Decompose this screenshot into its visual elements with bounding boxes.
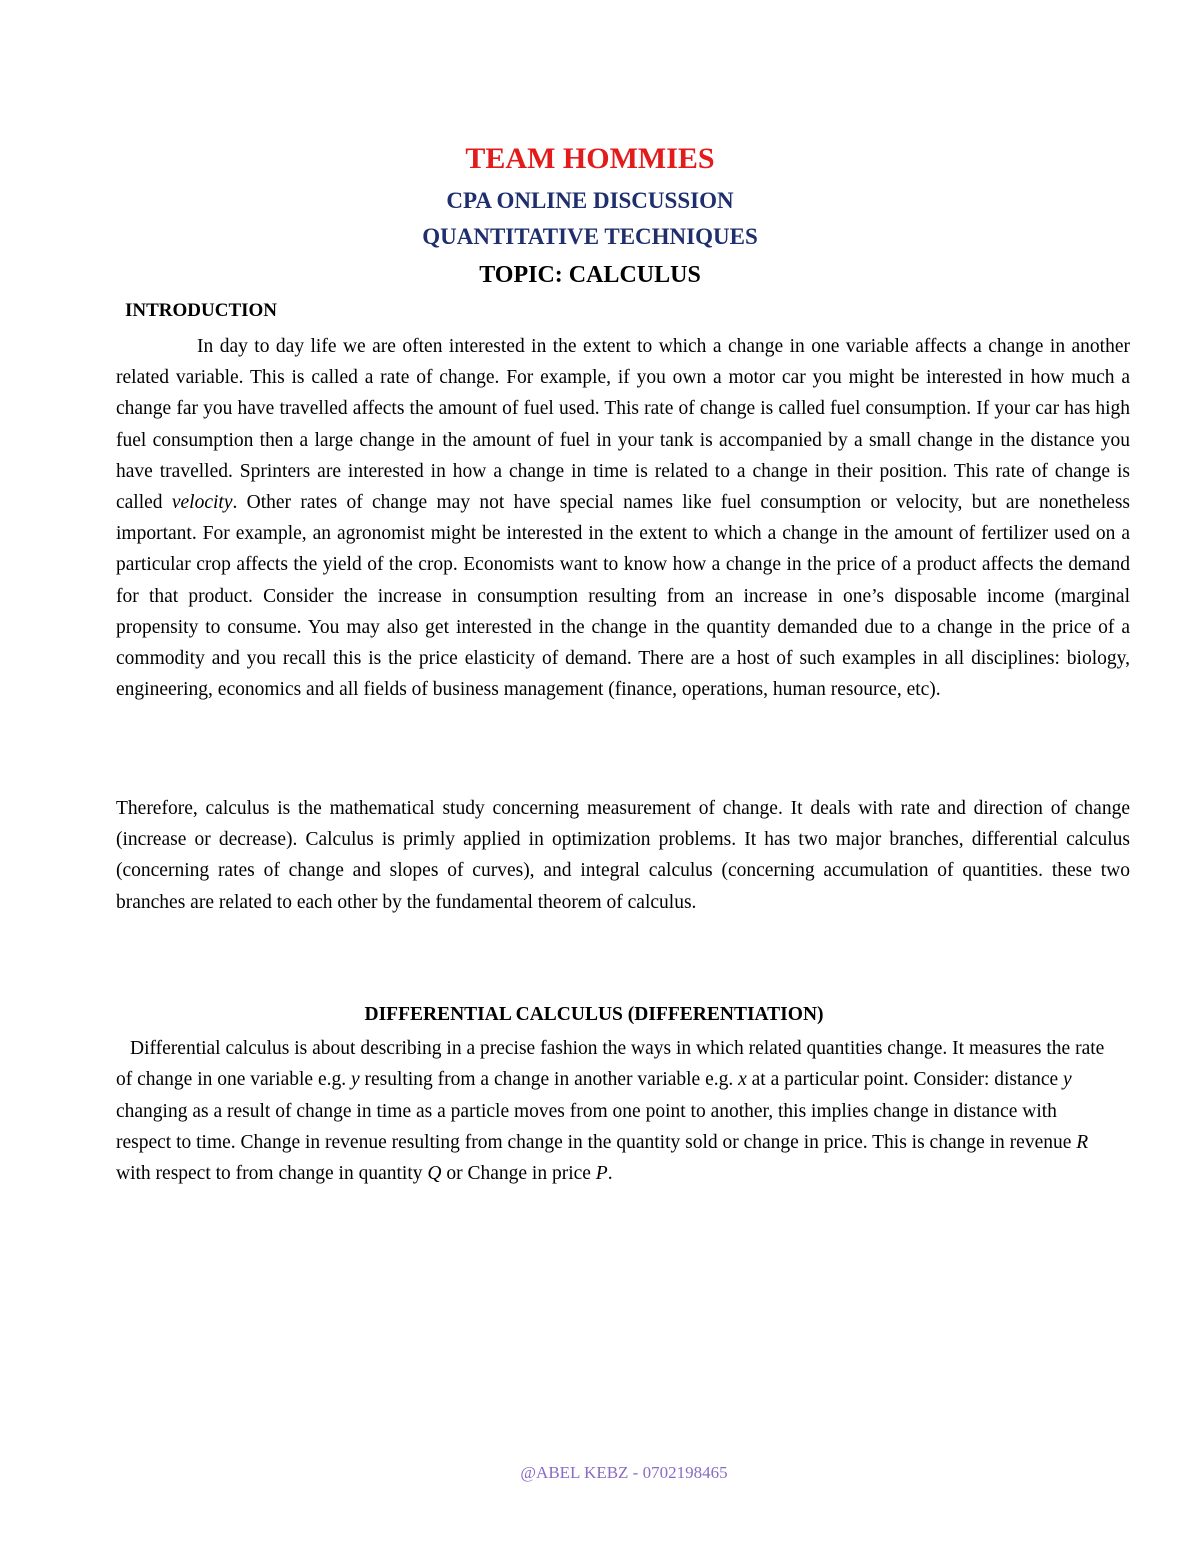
calculus-definition-paragraph: Therefore, calculus is the mathematical study concerning measurement of change. It deals with rate and direction of change (increase or decrease). Calculus is primly applied in optimization problems. It has two major branches, differential calculus (concerning rates of change and slopes of curves), and integral calculus (concerning accumulation of quantities. these two branches are related to each other by the fundamental theorem of calculus. <box>116 798 1130 913</box>
diff-text-6: or Change in price <box>446 1163 591 1185</box>
var-y-distance: y <box>1063 1069 1072 1091</box>
intro-text-part2: . Other rates of change may not have special names like fuel consumption or velocity, but are nonetheless important. For example, an agronomist might be interested in the extent to which a change in the amount of fertilizer used on a particular crop affects the yield of the crop. Economists want to know how a change in the price of a product affects the demand for that product. Consider the increase in consumption resulting from an increase in one’s disposable income (marginal propensity to consume. You may also get interested in the change in the quantity demanded due to a change in the price of a commodity and you recall this is the price elasticity of demand. There are a host of such examples in all disciplines: biology, engineering, economics and all fields of business management (finance, operations, human resource, etc). <box>116 492 1130 701</box>
var-y: y <box>350 1069 360 1091</box>
var-x: x <box>738 1069 747 1091</box>
diff-text-4: changing as a result of change in time as a particle moves from one point to another, this implies change in distance with respect to time. Change in revenue resulting from change in the quantity sold or change in price. This is change in revenue <box>116 1100 1072 1153</box>
velocity-term: velocity <box>171 492 233 514</box>
team-title: TEAM HOMMIES <box>465 142 715 175</box>
intro-text-part1: In day to day life we are often interested in the extent to which a change in one variable affects a change in another related variable. This is called a rate of change. For example, if you own a motor car you might be interested in how much a change far you have travelled affects the amount of fuel used. This rate of change is called fuel consumption. If your car has high fuel consumption then a large change in the amount of fuel in your tank is accompanied by a small change in the distance you have travelled. Sprinters are interested in how a change in time is related to a change in their position. This rate of change is called <box>116 336 1130 514</box>
var-q: Q <box>427 1163 442 1185</box>
topic-title: TOPIC: CALCULUS <box>479 262 701 288</box>
differential-paragraph <box>116 1033 1116 1189</box>
subject-subtitle: QUANTITATIVE TECHNIQUES <box>422 224 758 249</box>
introduction-paragraph <box>116 331 1130 705</box>
diff-text-2: resulting from a change in another variable e.g. <box>364 1069 734 1091</box>
differential-calculus-heading: DIFFERENTIAL CALCULUS (DIFFERENTIATION) <box>364 1004 824 1025</box>
diff-text-1: Differential calculus is about describing in a precise fashion the ways in which related quantities change. It measures the rate of change in one variable e.g. <box>116 1038 1105 1091</box>
diff-text-7: . <box>607 1163 613 1185</box>
var-p: P <box>595 1163 608 1185</box>
introduction-heading: INTRODUCTION <box>125 300 278 321</box>
diff-text-3: at a particular point. Consider: distance <box>751 1069 1059 1091</box>
var-r: R <box>1076 1131 1089 1153</box>
footer-credit: @ABEL KEBZ - 0702198465 <box>520 1463 728 1482</box>
diff-text-5: with respect to from change in quantity <box>116 1163 423 1185</box>
discussion-subtitle: CPA ONLINE DISCUSSION <box>446 188 734 213</box>
